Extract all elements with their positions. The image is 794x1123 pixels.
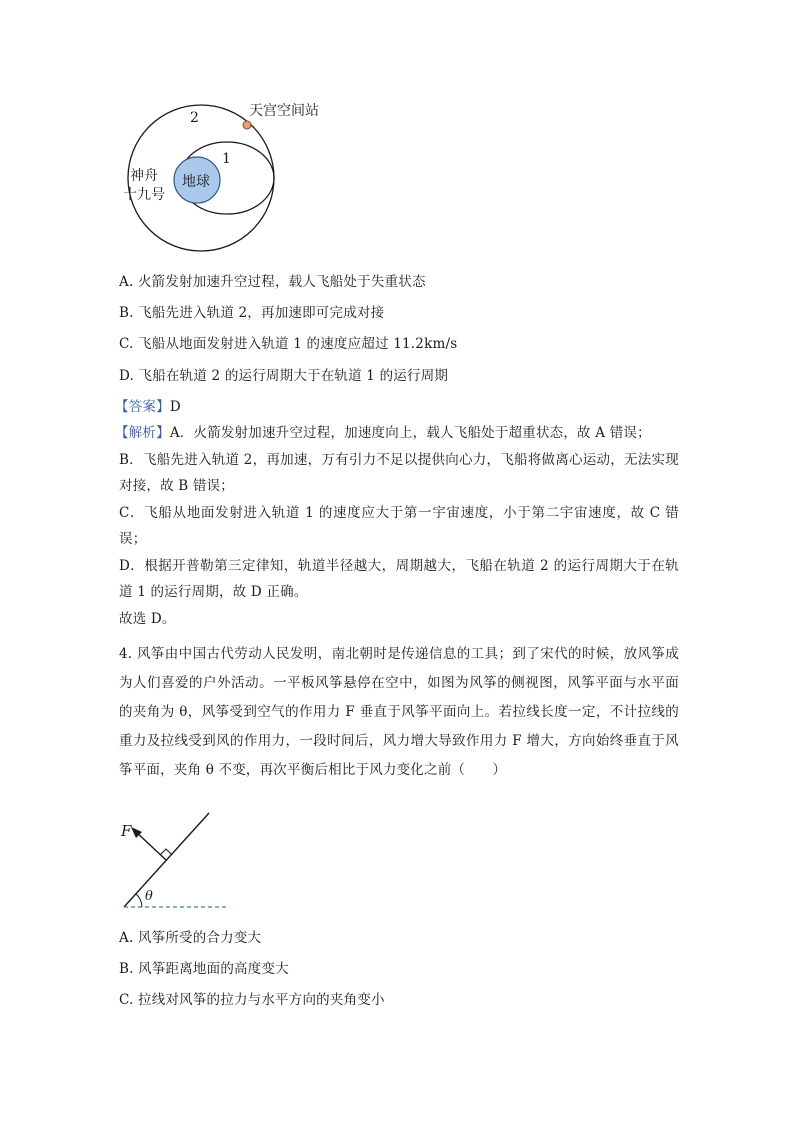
analysis-c: C．飞船从地面发射进入轨道 1 的速度应大于第一宇宙速度，小于第二宇宙速度，故 C 错误； (119, 504, 679, 547)
ship-label-line1: 神舟 (130, 168, 158, 184)
ship-label-line2: 十九号 (123, 187, 165, 203)
analysis-tag: 【解析】 (115, 425, 170, 441)
option-letter: A. (119, 274, 134, 290)
q3-option-a (119, 270, 426, 290)
option-text: 拉线对风筝的拉力与水平方向的夹角变小 (138, 992, 385, 1008)
option-text: 火箭发射加速升空过程，载人飞船处于失重状态 (137, 274, 426, 290)
option-letter: B. (119, 961, 134, 977)
force-label: F (121, 822, 132, 840)
q3-analysis (115, 420, 679, 632)
q3-option-b (119, 301, 384, 321)
analysis-b: B．飞船先进入轨道 2，再加速，万有引力不足以提供向心力，飞船将做离心运动，无法实现对接，故 B 错误； (119, 451, 679, 494)
q3-option-c (119, 332, 457, 352)
angle-arc (136, 894, 142, 907)
q4-option-c (119, 988, 385, 1008)
option-letter: C. (119, 992, 134, 1008)
kite-diagram (110, 808, 230, 914)
right-angle-mark (160, 849, 172, 855)
analysis-d: D．根据开普勒第三定律知，轨道半径越大，周期越大，飞船在轨道 2 的运行周期大于在轨道 1 的运行周期，故 D 正确。 (119, 557, 679, 600)
option-text: 风筝距离地面的高度变大 (138, 961, 289, 977)
q4-option-a (119, 926, 261, 946)
q3-answer (115, 395, 181, 415)
orbit-diagram (110, 95, 350, 265)
earth-label: 地球 (182, 174, 210, 190)
answer-tag: 【答案】 (115, 399, 170, 415)
option-letter: A. (119, 930, 134, 946)
answer-value: D (169, 399, 181, 415)
option-letter: B. (119, 305, 134, 321)
option-letter: D. (119, 368, 135, 384)
option-text: 飞船先进入轨道 2，再加速即可完成对接 (138, 305, 385, 321)
orbit-2-label: 2 (190, 110, 199, 126)
kite-plane (124, 813, 209, 907)
analysis-a: A．火箭发射加速升空过程，加速度向上，载人飞船处于超重状态，故 A 错误； (169, 425, 651, 441)
space-station-icon (243, 121, 251, 129)
q4-option-b (119, 957, 289, 977)
orbit-1-label: 1 (222, 151, 231, 167)
option-letter: C. (119, 336, 134, 352)
option-text: 飞船从地面发射进入轨道 1 的速度应超过 11.2km/s (138, 336, 458, 352)
option-text: 飞船在轨道 2 的运行周期大于在轨道 1 的运行周期 (138, 368, 449, 384)
q4-stem: 4. 风筝由中国古代劳动人民发明，南北朝时是传递信息的工具；到了宋代的时候，放风筝成为人们喜爱的户外活动。一平板风筝悬停在空中，如图为风筝的侧视图，风筝平面与水平面的夹角为 θ，风筝受到空气的作用力 F 垂直于风筝平面向上。若拉线长度一定，不计拉线的重力及拉线受到风的作用力，一段时间后，风力增大导致作用力 F 增大，方向始终垂直于风筝平面，夹角 θ 不变，再次平衡后相比于风力变化之前（ ） (119, 646, 679, 778)
analysis-conclusion: 故选 D。 (119, 610, 176, 627)
option-text: 风筝所受的合力变大 (137, 930, 262, 946)
station-label: 天宫空间站 (249, 103, 319, 119)
angle-label: θ (145, 889, 153, 904)
q3-option-d (119, 364, 448, 384)
